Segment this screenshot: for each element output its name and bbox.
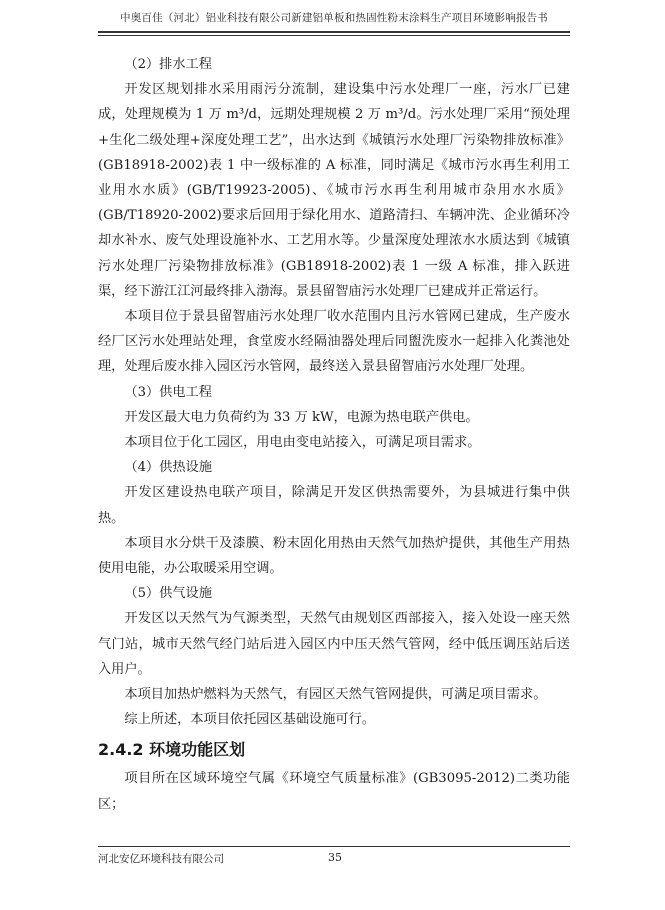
paragraph: 开发区以天然气为气源类型，天然气由规划区西部接入，接入处设一座天然气门站，城市天然气经门站后进入园区内中压天然气管网，经中低压调压站后送入用户。 bbox=[98, 611, 570, 677]
footer-company: 河北安亿环境科技有限公司 bbox=[98, 853, 224, 865]
section-heading: 2.4.2 环境功能区划 bbox=[98, 740, 246, 760]
header-divider-thin bbox=[98, 35, 570, 36]
subsection-heading-drainage: （2）排水工程 bbox=[124, 57, 212, 72]
header-divider-thick bbox=[98, 31, 570, 33]
subsection-heading-gas: （5）供气设施 bbox=[124, 586, 212, 602]
subsection-heading-power: （3）供电工程 bbox=[124, 384, 212, 400]
page-header-title: 中奥百佳（河北）铝业科技有限公司新建铝单板和热固性粉末涂料生产项目环境影响报告书 bbox=[120, 12, 548, 24]
paragraph: 本项目位于化工园区，用电由变电站接入，可满足项目需求。 bbox=[124, 435, 481, 451]
paragraph: 本项目水分烘干及漆膜、粉末固化用热由天然气加热炉提供，其他生产用热使用电能，办公取暖采用空调。 bbox=[98, 535, 570, 577]
paragraph: 本项目位于景县留智庙污水处理厂收水范围内且污水管网已建成，生产废水经厂区污水处理站处理，食堂废水经隔油器处理后同盥洗废水一起排入化粪池处理，处理后废水排入园区污水管网，最终送入景县留智庙污水处理厂处理。 bbox=[98, 309, 570, 375]
paragraph: 本项目加热炉燃料为天然气，有园区天然气管网提供，可满足项目需求。 bbox=[124, 687, 547, 703]
page-number: 35 bbox=[328, 851, 342, 864]
paragraph: 项目所在区域环境空气属《环境空气质量标准》(GB3095-2012)二类功能区； bbox=[98, 771, 570, 812]
subsection-heading-heating: （4）供热设施 bbox=[124, 460, 212, 476]
paragraph: 综上所述，本项目依托园区基础设施可行。 bbox=[124, 712, 375, 728]
footer-divider bbox=[98, 846, 570, 847]
paragraph: 开发区规划排水采用雨污分流制，建设集中污水处理厂一座，污水厂已建成，处理规模为 1 万 m³/d，远期处理规模 2 万 m³/d。污水处理厂采用“预处理+生化二级处理+深度处理工艺”，出水达到《城镇污水处理厂污染物排放标准》(GB18918-2002)表 1 中一级标准的 A 标准，同时满足《城市污水再生利用工业用水水质》(GB/T19923-2005)、《城市污水再生利用城市杂用水水质》(GB/T18920-2002)要求后回用于绿化用水、道路清扫、车辆冲洗、企业循环冷却水补水、废气处理设施补水、工艺用水等。少量深度处理浓水水质达到《城镇污水处理厂污染物排放标准》(GB18918-2002)表 1 一级 A 标准，排入跃进渠，经下游江江河最终排入渤海。景县留智庙污水处理厂已建成并正常运行。 bbox=[98, 82, 570, 299]
paragraph: 开发区建设热电联产项目，除满足开发区供热需要外，为县城进行集中供热。 bbox=[98, 485, 570, 526]
paragraph: 开发区最大电力负荷约为 33 万 kW，电源为热电联产供电。 bbox=[124, 409, 479, 425]
document-body bbox=[98, 52, 570, 817]
